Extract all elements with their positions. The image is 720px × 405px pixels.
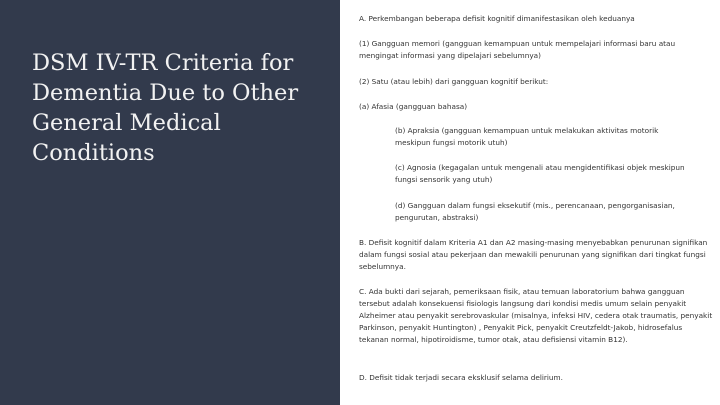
- criteria-panel: [340, 0, 720, 405]
- criterion-a2c-agnosia: (c) Agnosia (kegagalan untuk mengenali atau mengidentifikasi objek meskipun fungsi sensorik yang utuh): [395, 163, 685, 184]
- criterion-a2a-aphasia: (a) Afasia (gangguan bahasa): [359, 102, 468, 111]
- criterion-a: A. Perkembangan beberapa defisit kognitif dimanifestasikan oleh keduanya: [359, 14, 635, 23]
- slide-title: DSM IV-TR Criteria for Dementia Due to Other General Medical Conditions: [32, 50, 299, 166]
- title-panel: [0, 0, 340, 405]
- criterion-a2: (2) Satu (atau lebih) dari gangguan kognitif berikut:: [359, 77, 549, 86]
- criterion-d: D. Defisit tidak terjadi secara eksklusif selama delirium.: [359, 373, 563, 382]
- criterion-b: B. Defisit kognitif dalam Kriteria A1 dan A2 masing-masing menyebabkan penurunan signifikan dalam fungsi sosial atau pekerjaan dan mewakili penurunan yang signifikan dari tingkat fungsi sebelumnya.: [359, 238, 708, 271]
- criterion-c: C. Ada bukti dari sejarah, pemeriksaan fisik, atau temuan laboratorium bahwa gangguan tersebut adalah konsekuensi fisiologis langsung dari kondisi medis umum selain penyakit Alzheimer atau penyakit serebrovaskular (misalnya, infeksi HIV, cedera otak traumatis, penyakit Parkinson, penyakit Huntington) , Penyakit Pick, penyakit Creutzfeldt-Jakob, hidrosefalus tekanan normal, hipotiroidisme, tumor otak, atau defisiensi vitamin B12).: [359, 287, 713, 344]
- criterion-a2b-apraxia: (b) Apraksia (gangguan kemampuan untuk melakukan aktivitas motorik meskipun fungsi motorik utuh): [395, 126, 659, 147]
- criterion-a1-memory: (1) Gangguan memori (gangguan kemampuan untuk mempelajari informasi baru atau mengingat informasi yang dipelajari sebelumnya): [359, 39, 676, 60]
- criterion-a2d-executive: (d) Gangguan dalam fungsi eksekutif (mis., perencanaan, pengorganisasian, pengurutan, abstraksi): [395, 201, 675, 222]
